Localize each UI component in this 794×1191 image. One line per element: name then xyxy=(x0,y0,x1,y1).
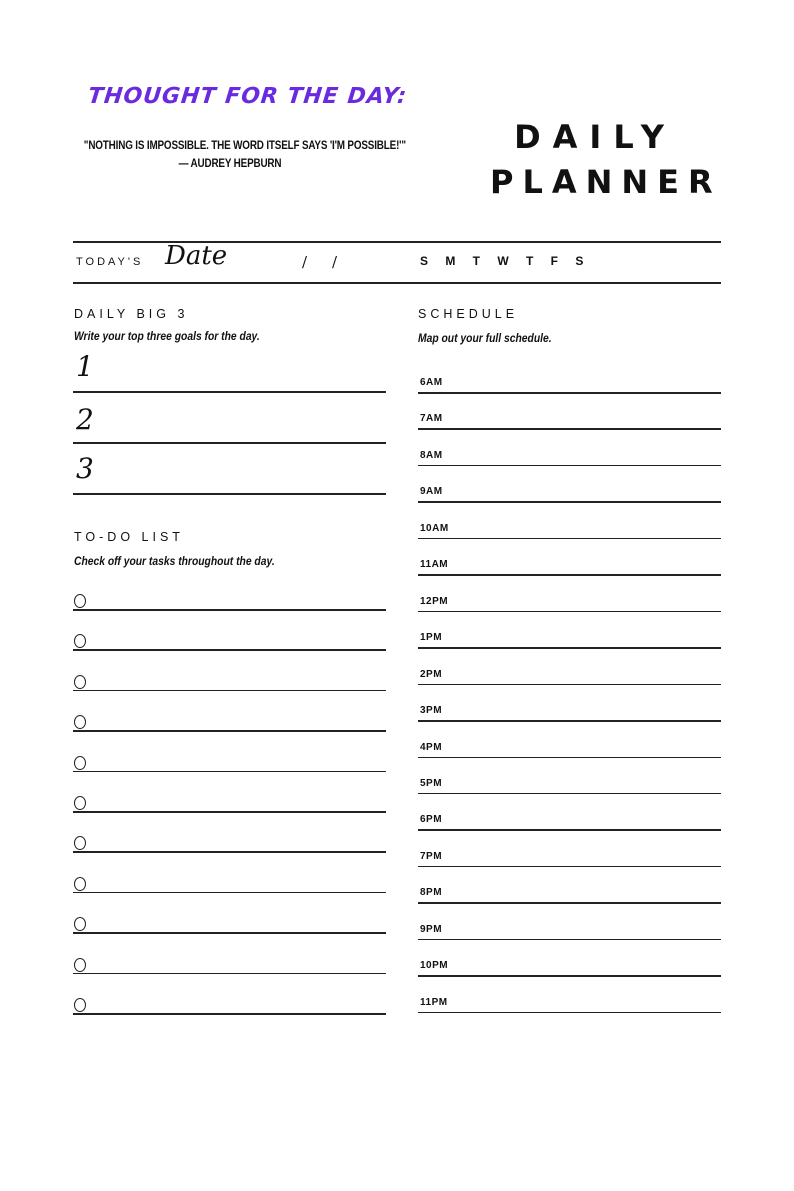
todo-write-line[interactable] xyxy=(73,892,386,894)
todo-write-line[interactable] xyxy=(73,730,386,732)
todo-write-line[interactable] xyxy=(73,771,386,773)
schedule-row[interactable] xyxy=(418,555,721,575)
schedule-write-line[interactable] xyxy=(418,757,721,759)
schedule-write-line[interactable] xyxy=(418,902,721,904)
schedule-row[interactable] xyxy=(418,883,721,903)
schedule-write-line[interactable] xyxy=(418,866,721,868)
date-slash-2: / xyxy=(332,253,338,271)
schedule-row[interactable] xyxy=(418,446,721,466)
schedule-row[interactable] xyxy=(418,665,721,685)
todo-write-line[interactable] xyxy=(73,690,386,692)
todo-write-line[interactable] xyxy=(73,609,386,611)
schedule-row[interactable] xyxy=(418,628,721,648)
date-label: TODAY'S xyxy=(76,256,144,268)
checkbox-circle-icon[interactable] xyxy=(74,594,86,608)
weekday-letters: S M T W T F S xyxy=(420,254,591,268)
schedule-row[interactable] xyxy=(418,920,721,940)
checkbox-circle-icon[interactable] xyxy=(74,756,86,770)
todo-item[interactable] xyxy=(73,873,386,893)
schedule-time-label: 2PM xyxy=(420,668,443,680)
schedule-row[interactable] xyxy=(418,519,721,539)
todo-item[interactable] xyxy=(73,913,386,933)
schedule-heading: SCHEDULE xyxy=(418,307,519,321)
checkbox-circle-icon[interactable] xyxy=(74,958,86,972)
schedule-write-line[interactable] xyxy=(418,392,721,394)
schedule-row[interactable] xyxy=(418,701,721,721)
todo-item[interactable] xyxy=(73,994,386,1014)
todo-item[interactable] xyxy=(73,792,386,812)
schedule-write-line[interactable] xyxy=(418,574,721,576)
schedule-time-label: 6PM xyxy=(420,814,443,826)
checkbox-circle-icon[interactable] xyxy=(74,877,86,891)
big3-line-3[interactable] xyxy=(73,493,386,495)
todo-write-line[interactable] xyxy=(73,851,386,853)
todo-item[interactable] xyxy=(73,630,386,650)
todo-item[interactable] xyxy=(73,590,386,610)
todo-heading: TO-DO LIST xyxy=(74,530,184,544)
schedule-time-label: 9PM xyxy=(420,923,443,935)
big3-number-1: 1 xyxy=(76,350,94,383)
schedule-subtitle: Map out your full schedule. xyxy=(418,331,552,345)
big3-number-2: 2 xyxy=(76,403,94,436)
quote-author: — AUDREY HEPBURN xyxy=(178,158,282,170)
schedule-time-label: 8AM xyxy=(420,449,443,461)
schedule-time-label: 10PM xyxy=(420,960,449,972)
big3-heading: DAILY BIG 3 xyxy=(74,307,189,321)
schedule-write-line[interactable] xyxy=(418,501,721,503)
todo-item[interactable] xyxy=(73,671,386,691)
big3-subtitle: Write your top three goals for the day. xyxy=(74,329,260,343)
checkbox-circle-icon[interactable] xyxy=(74,998,86,1012)
schedule-write-line[interactable] xyxy=(418,428,721,430)
schedule-row[interactable] xyxy=(418,810,721,830)
thought-title: THOUGHT FOR THE DAY: xyxy=(86,84,409,109)
schedule-write-line[interactable] xyxy=(418,465,721,467)
todo-item[interactable] xyxy=(73,954,386,974)
schedule-write-line[interactable] xyxy=(418,647,721,649)
schedule-row[interactable] xyxy=(418,373,721,393)
schedule-write-line[interactable] xyxy=(418,829,721,831)
schedule-write-line[interactable] xyxy=(418,684,721,686)
big3-line-1[interactable] xyxy=(73,391,386,393)
schedule-time-label: 7PM xyxy=(420,850,443,862)
todo-write-line[interactable] xyxy=(73,932,386,934)
todo-item[interactable] xyxy=(73,711,386,731)
date-slash-1: / xyxy=(302,253,308,271)
schedule-time-label: 8PM xyxy=(420,887,443,899)
todo-item[interactable] xyxy=(73,832,386,852)
schedule-row[interactable] xyxy=(418,409,721,429)
schedule-row[interactable] xyxy=(418,482,721,502)
schedule-write-line[interactable] xyxy=(418,939,721,941)
todo-write-line[interactable] xyxy=(73,811,386,813)
schedule-time-label: 5PM xyxy=(420,777,443,789)
todo-subtitle: Check off your tasks throughout the day. xyxy=(74,554,275,568)
checkbox-circle-icon[interactable] xyxy=(74,715,86,729)
schedule-row[interactable] xyxy=(418,738,721,758)
schedule-row[interactable] xyxy=(418,592,721,612)
schedule-time-label: 3PM xyxy=(420,705,443,717)
schedule-write-line[interactable] xyxy=(418,720,721,722)
schedule-time-label: 9AM xyxy=(420,486,443,498)
schedule-time-label: 7AM xyxy=(420,413,443,425)
todo-write-line[interactable] xyxy=(73,1013,386,1015)
schedule-row[interactable] xyxy=(418,993,721,1013)
schedule-row[interactable] xyxy=(418,847,721,867)
schedule-time-label: 6AM xyxy=(420,377,443,388)
checkbox-circle-icon[interactable] xyxy=(74,634,86,648)
todo-item[interactable] xyxy=(73,752,386,772)
schedule-time-label: 11AM xyxy=(420,559,449,571)
todo-write-line[interactable] xyxy=(73,973,386,975)
schedule-write-line[interactable] xyxy=(418,1012,721,1014)
schedule-write-line[interactable] xyxy=(418,793,721,795)
big3-line-2[interactable] xyxy=(73,442,386,444)
date-script: Date xyxy=(165,241,228,271)
schedule-write-line[interactable] xyxy=(418,611,721,613)
schedule-row[interactable] xyxy=(418,774,721,794)
schedule-write-line[interactable] xyxy=(418,538,721,540)
quote-text: "NOTHING IS IMPOSSIBLE. THE WORD ITSELF SAYS 'I'M POSSIBLE!'" xyxy=(83,140,406,152)
page-title-daily: DAILY xyxy=(514,118,676,156)
schedule-time-label: 10AM xyxy=(420,522,449,534)
schedule-time-label: 11PM xyxy=(420,996,448,1008)
page-title-planner: PLANNER xyxy=(490,163,722,201)
checkbox-circle-icon[interactable] xyxy=(74,675,86,689)
todo-write-line[interactable] xyxy=(73,649,386,651)
checkbox-circle-icon[interactable] xyxy=(74,836,86,850)
checkbox-circle-icon[interactable] xyxy=(74,796,86,810)
schedule-row[interactable] xyxy=(418,956,721,976)
checkbox-circle-icon[interactable] xyxy=(74,917,86,931)
schedule-time-label: 12PM xyxy=(420,595,449,607)
schedule-time-label: 4PM xyxy=(420,741,443,753)
big3-number-3: 3 xyxy=(76,452,94,485)
schedule-time-label: 1PM xyxy=(420,632,443,644)
schedule-write-line[interactable] xyxy=(418,975,721,977)
date-bottom-rule xyxy=(73,282,721,284)
